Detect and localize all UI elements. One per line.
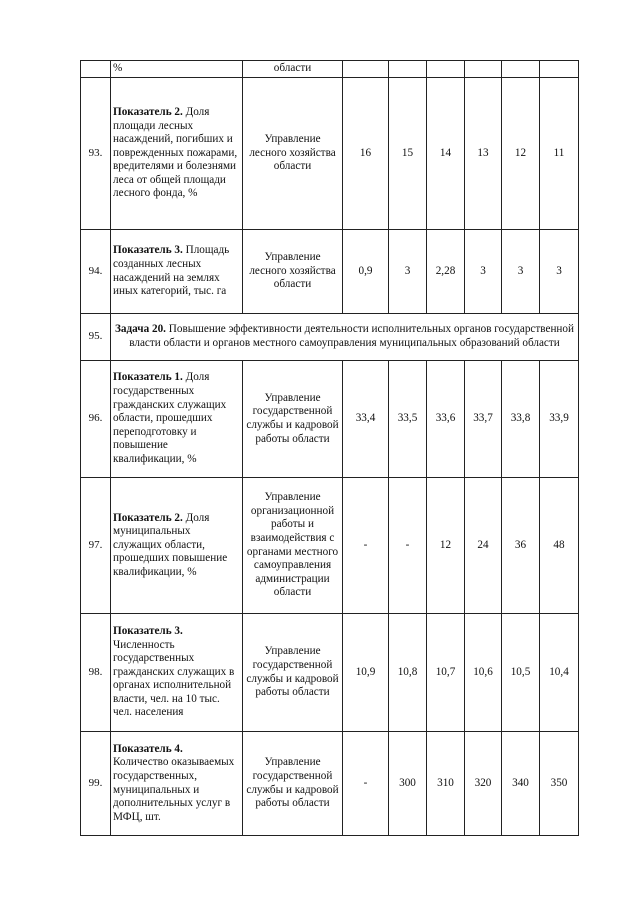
indicator-text: Доля площади лесных насаждений, погибших и поврежденных пожарами, вредителями и болезнями леса от общей площади лесного фонда, % (113, 105, 238, 200)
indicator-cell (111, 614, 243, 732)
indicator-lead: Показатель 3. (113, 624, 183, 637)
value-cell (465, 61, 502, 78)
task-text: Повышение эффективности деятельности исполнительных органов государственной власти области и органов местного самоуправления муниципальных образований области (129, 323, 574, 349)
org-tail: области (273, 62, 312, 75)
indicator-text: Доля государственных гражданских служащих области, прошедших переподготовку и повышение квалификации, % (113, 371, 227, 465)
task-lead: Задача 20. (114, 323, 166, 336)
value-cell: 0,9 (343, 230, 389, 314)
value-cell: 33,5 (389, 361, 427, 478)
table-row-95 (81, 314, 579, 361)
value-cell: 12 (502, 78, 540, 230)
value-cell: 33,7 (465, 361, 502, 478)
indicator-text: Площадь созданных лесных насаждений на землях иных категорий, тыс. га (113, 244, 230, 298)
indicator-lead: Показатель 3. (113, 244, 183, 257)
responsible-org: Управление лесного хозяйства области (243, 78, 343, 230)
table-row-99 (81, 732, 579, 836)
indicator-lead: Показатель 4. (113, 742, 183, 755)
value-cell: 340 (502, 732, 540, 836)
value-cell: 24 (465, 478, 502, 614)
value-cell: 13 (465, 78, 502, 230)
value-cell (343, 61, 389, 78)
value-cell: 33,8 (502, 361, 540, 478)
task-cell (111, 314, 579, 361)
value-cell: 10,8 (389, 614, 427, 732)
table-row-continuation (81, 61, 579, 78)
indicator-cell (111, 732, 243, 836)
value-cell: - (343, 732, 389, 836)
indicator-cell (111, 361, 243, 478)
value-cell: 33,9 (540, 361, 579, 478)
indicator-text: Количество оказываемых государственных, муниципальных и дополнительных услуг в МФЦ, шт. (113, 756, 235, 823)
responsible-org: Управление организационной работы и взаимодействия с органами местного самоуправления администрации области (243, 478, 343, 614)
value-cell (502, 61, 540, 78)
value-cell: 3 (502, 230, 540, 314)
responsible-org: Управление государственной службы и кадровой работы области (243, 732, 343, 836)
indicator-tail: % (113, 62, 123, 75)
value-cell: 3 (465, 230, 502, 314)
value-cell: 36 (502, 478, 540, 614)
value-cell: 2,28 (427, 230, 465, 314)
value-cell: - (389, 478, 427, 614)
row-number-cell (81, 61, 111, 78)
value-cell: 300 (389, 732, 427, 836)
indicators-table (80, 60, 579, 836)
indicator-cell (111, 230, 243, 314)
value-cell: - (343, 478, 389, 614)
responsible-org: Управление государственной службы и кадровой работы области (243, 361, 343, 478)
value-cell: 48 (540, 478, 579, 614)
row-number: 95. (81, 314, 111, 361)
value-cell: 10,5 (502, 614, 540, 732)
indicator-cell (111, 478, 243, 614)
row-number: 96. (81, 361, 111, 478)
value-cell: 10,9 (343, 614, 389, 732)
indicator-cell (111, 61, 243, 78)
value-cell: 310 (427, 732, 465, 836)
row-number: 97. (81, 478, 111, 614)
value-cell: 11 (540, 78, 579, 230)
value-cell: 33,4 (343, 361, 389, 478)
org-cell (243, 61, 343, 78)
table-row-96 (81, 361, 579, 478)
value-cell: 10,7 (427, 614, 465, 732)
value-cell: 10,4 (540, 614, 579, 732)
indicator-lead: Показатель 2. (113, 105, 183, 118)
table-row-94 (81, 230, 579, 314)
value-cell: 350 (540, 732, 579, 836)
value-cell: 10,6 (465, 614, 502, 732)
indicator-lead: Показатель 2. (113, 511, 183, 524)
value-cell: 3 (389, 230, 427, 314)
value-cell: 16 (343, 78, 389, 230)
value-cell: 320 (465, 732, 502, 836)
responsible-org: Управление лесного хозяйства области (243, 230, 343, 314)
value-cell: 14 (427, 78, 465, 230)
row-number: 94. (81, 230, 111, 314)
value-cell: 12 (427, 478, 465, 614)
value-cell: 3 (540, 230, 579, 314)
value-cell (389, 61, 427, 78)
value-cell (427, 61, 465, 78)
value-cell: 15 (389, 78, 427, 230)
responsible-org: Управление государственной службы и кадровой работы области (243, 614, 343, 732)
table-row-98 (81, 614, 579, 732)
indicator-lead: Показатель 1. (113, 371, 183, 384)
table-row-97 (81, 478, 579, 614)
indicator-cell (111, 78, 243, 230)
value-cell (540, 61, 579, 78)
table-row-93 (81, 78, 579, 230)
row-number: 99. (81, 732, 111, 836)
value-cell: 33,6 (427, 361, 465, 478)
row-number: 93. (81, 78, 111, 230)
row-number: 98. (81, 614, 111, 732)
indicator-text: Численность государственных гражданских служащих в органах исполнительной власти, чел. на 10 тыс. чел. населения (113, 638, 235, 719)
indicator-text: Доля муниципальных служащих области, прошедших повышение квалификации, % (113, 511, 228, 578)
